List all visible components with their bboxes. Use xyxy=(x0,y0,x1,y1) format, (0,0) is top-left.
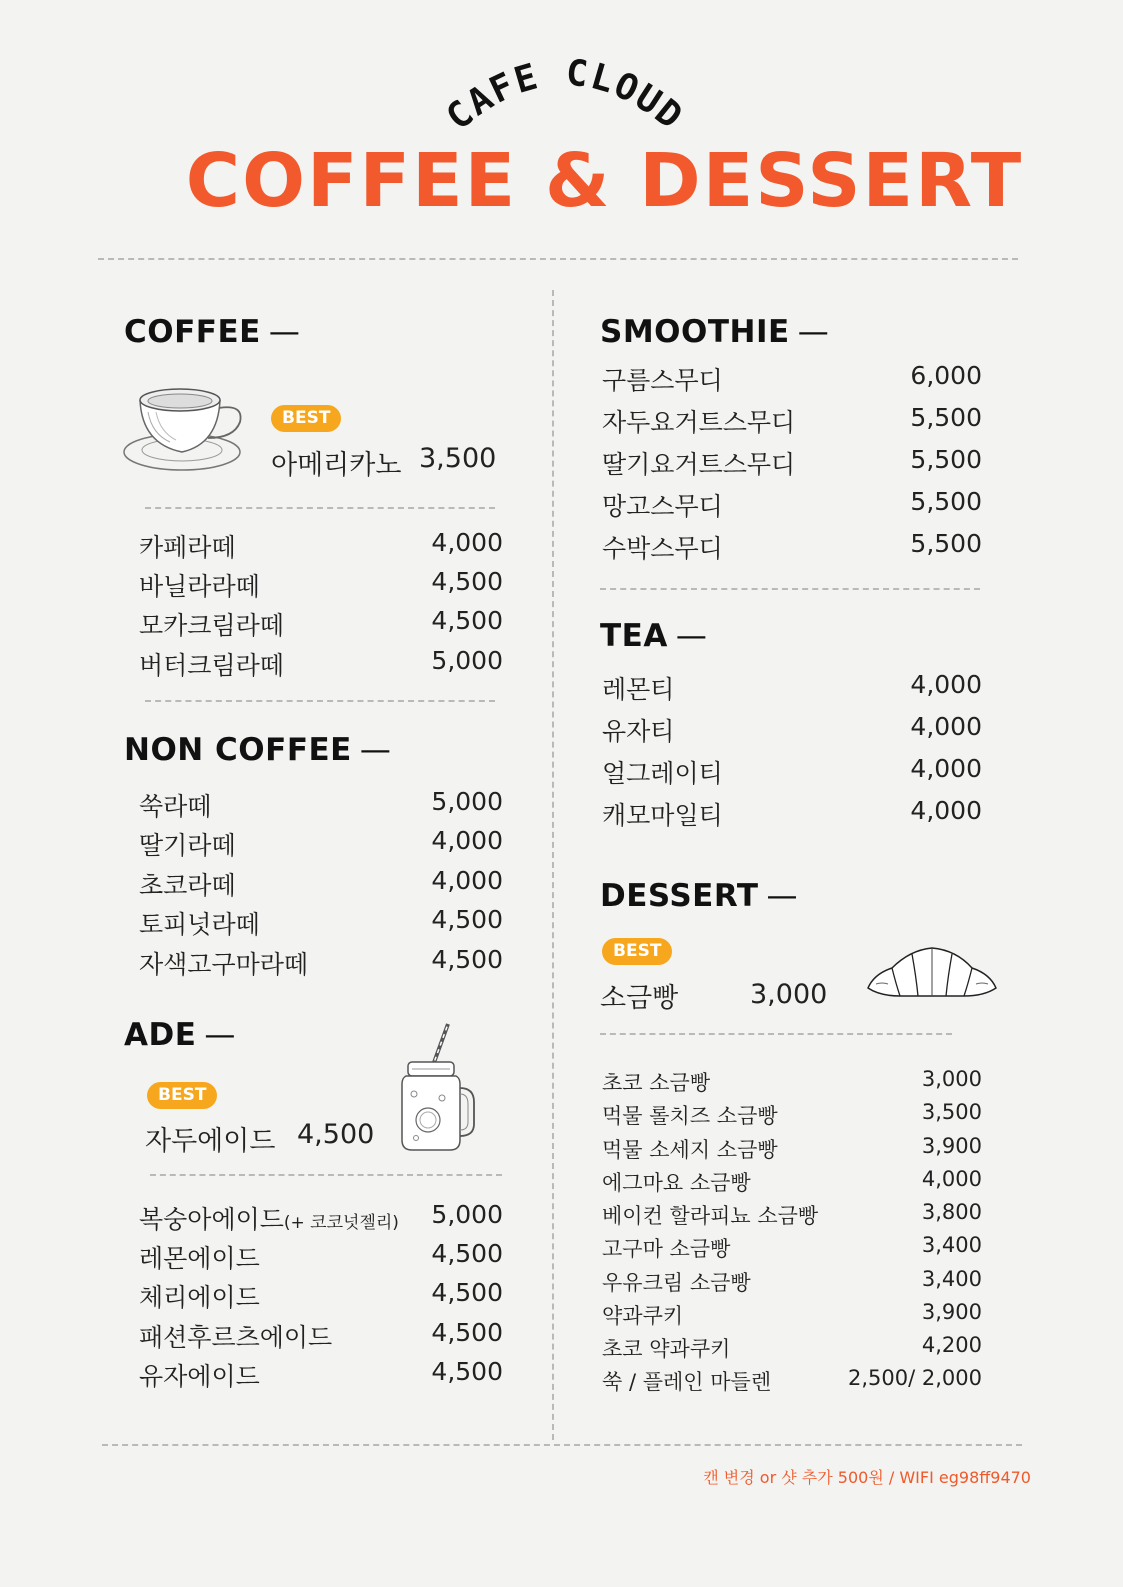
item-name: 유자티 xyxy=(602,717,675,746)
featured-coffee-price: 3,500 xyxy=(419,443,497,474)
page-title: COFFEE & DESSERT xyxy=(185,138,1024,224)
item-name: 약과쿠키 xyxy=(602,1304,684,1328)
item-price: 4,500 xyxy=(431,1357,503,1386)
item-name: 고구마 소금빵 xyxy=(602,1237,731,1261)
section-title-dessert: DESSERT — xyxy=(600,878,798,914)
footer-note: 캔 변경 or 샷 추가 500원 / WIFI eg98ff9470 xyxy=(703,1468,1031,1487)
divider-top xyxy=(98,258,1018,260)
item-name: 토피넛라떼 xyxy=(139,910,260,939)
item-name: 망고스무디 xyxy=(602,492,723,521)
section-title-smoothie-text: SMOOTHIE xyxy=(600,314,790,350)
featured-ade-name: 자두에이드 xyxy=(145,1126,276,1157)
featured-ade-price: 4,500 xyxy=(297,1119,375,1150)
item-price: 5,000 xyxy=(431,646,503,675)
divider-non-coffee xyxy=(145,700,495,702)
item-name: 유자에이드 xyxy=(139,1362,260,1391)
item-price: 4,000 xyxy=(921,1167,982,1191)
item-price: 4,000 xyxy=(910,796,982,825)
best-badge-ade: BEST xyxy=(147,1082,217,1109)
section-title-tea-text: TEA xyxy=(600,618,668,654)
item-note: (+ 코코넛젤리) xyxy=(283,1213,399,1233)
divider-dessert xyxy=(600,1033,952,1035)
item-price: 3,400 xyxy=(921,1267,982,1291)
item-price: 3,900 xyxy=(921,1134,982,1158)
best-badge-coffee: BEST xyxy=(271,405,341,432)
item-price: 4,000 xyxy=(910,754,982,783)
item-price: 5,000 xyxy=(431,787,503,816)
section-title-tea: TEA — xyxy=(600,618,708,654)
section-title-non-coffee-text: NON COFFEE xyxy=(124,732,352,768)
item-name: 딸기라떼 xyxy=(139,831,236,860)
item-price: 2,500/ 2,000 xyxy=(848,1366,982,1390)
section-title-coffee-text: COFFEE xyxy=(124,314,261,350)
croissant-icon xyxy=(864,944,1000,1004)
brand-name: CAFE CLOUD xyxy=(438,52,692,139)
item-name: 구름스무디 xyxy=(602,366,723,395)
divider-coffee xyxy=(145,507,495,509)
item-name: 자색고구마라떼 xyxy=(139,950,309,979)
item-name: 복숭아에이드 xyxy=(139,1205,284,1234)
item-price: 4,000 xyxy=(910,670,982,699)
featured-coffee-name: 아메리카노 xyxy=(271,450,402,481)
item-price: 4,000 xyxy=(431,528,503,557)
item-name: 먹물 소세지 소금빵 xyxy=(602,1138,778,1162)
item-price: 4,500 xyxy=(431,567,503,596)
section-title-coffee: COFFEE — xyxy=(124,314,301,350)
item-price: 4,500 xyxy=(431,606,503,635)
featured-dessert-name: 소금빵 xyxy=(600,983,679,1014)
item-price: 5,000 xyxy=(431,1200,503,1229)
item-price: 5,500 xyxy=(910,445,982,474)
item-price: 3,000 xyxy=(921,1067,982,1091)
item-price: 5,500 xyxy=(910,487,982,516)
item-price: 4,500 xyxy=(431,1239,503,1268)
item-name: 레몬에이드 xyxy=(139,1244,260,1273)
section-title-smoothie: SMOOTHIE — xyxy=(600,314,830,350)
item-name: 버터크림라떼 xyxy=(139,651,284,680)
best-badge-dessert: BEST xyxy=(602,938,672,965)
item-name: 쑥라떼 xyxy=(139,792,212,821)
item-name: 에그마요 소금빵 xyxy=(602,1171,751,1195)
item-name: 얼그레이티 xyxy=(602,759,723,788)
divider-center xyxy=(552,290,554,1440)
item-price: 5,500 xyxy=(910,529,982,558)
item-price: 4,200 xyxy=(921,1333,982,1357)
item-price: 4,000 xyxy=(910,712,982,741)
featured-ade xyxy=(145,1119,375,1158)
item-price: 3,800 xyxy=(921,1200,982,1224)
item-name: 패션후르츠에이드 xyxy=(139,1323,333,1352)
item-price: 4,500 xyxy=(431,1278,503,1307)
item-price: 4,000 xyxy=(431,866,503,895)
item-name: 모카크림라떼 xyxy=(139,611,284,640)
item-name: 체리에이드 xyxy=(139,1283,260,1312)
item-price: 4,500 xyxy=(431,905,503,934)
item-name: 바닐라라떼 xyxy=(139,572,260,601)
item-name: 먹물 롤치즈 소금빵 xyxy=(602,1104,778,1128)
item-name: 초코 약과쿠키 xyxy=(602,1337,731,1361)
item-price: 3,400 xyxy=(921,1233,982,1257)
divider-bottom xyxy=(102,1444,1022,1446)
item-price: 4,000 xyxy=(431,826,503,855)
item-name: 베이컨 할라피뇨 소금빵 xyxy=(602,1204,819,1228)
divider-ade xyxy=(150,1174,502,1176)
divider-smoothie xyxy=(600,588,980,590)
coffee-cup-icon xyxy=(122,382,248,477)
item-name: 카페라떼 xyxy=(139,533,236,562)
item-price: 5,500 xyxy=(910,403,982,432)
item-name: 캐모마일티 xyxy=(602,801,723,830)
section-title-ade-text: ADE xyxy=(124,1017,197,1053)
svg-text:CAFE CLOUD xyxy=(439,53,691,139)
item-price: 4,500 xyxy=(431,1318,503,1347)
item-price: 4,500 xyxy=(431,945,503,974)
item-price: 3,500 xyxy=(921,1100,982,1124)
featured-dessert xyxy=(600,976,830,1015)
mason-jar-icon xyxy=(398,1022,478,1154)
item-price: 6,000 xyxy=(910,361,982,390)
section-title-dessert-text: DESSERT xyxy=(600,878,759,914)
item-price: 3,900 xyxy=(921,1300,982,1324)
section-title-non-coffee: NON COFFEE — xyxy=(124,732,392,768)
featured-dessert-price: 3,000 xyxy=(750,979,828,1010)
item-name: 수박스무디 xyxy=(602,534,723,563)
item-name: 초코 소금빵 xyxy=(602,1071,711,1095)
featured-coffee xyxy=(271,443,497,482)
section-title-ade: ADE — xyxy=(124,1017,236,1053)
item-name: 우유크림 소금빵 xyxy=(602,1271,751,1295)
item-name: 쑥 / 플레인 마들렌 xyxy=(602,1370,772,1394)
item-name: 딸기요거트스무디 xyxy=(602,450,796,479)
item-name: 레몬티 xyxy=(602,675,675,704)
item-name: 초코라떼 xyxy=(139,871,236,900)
item-name: 자두요거트스무디 xyxy=(602,408,796,437)
